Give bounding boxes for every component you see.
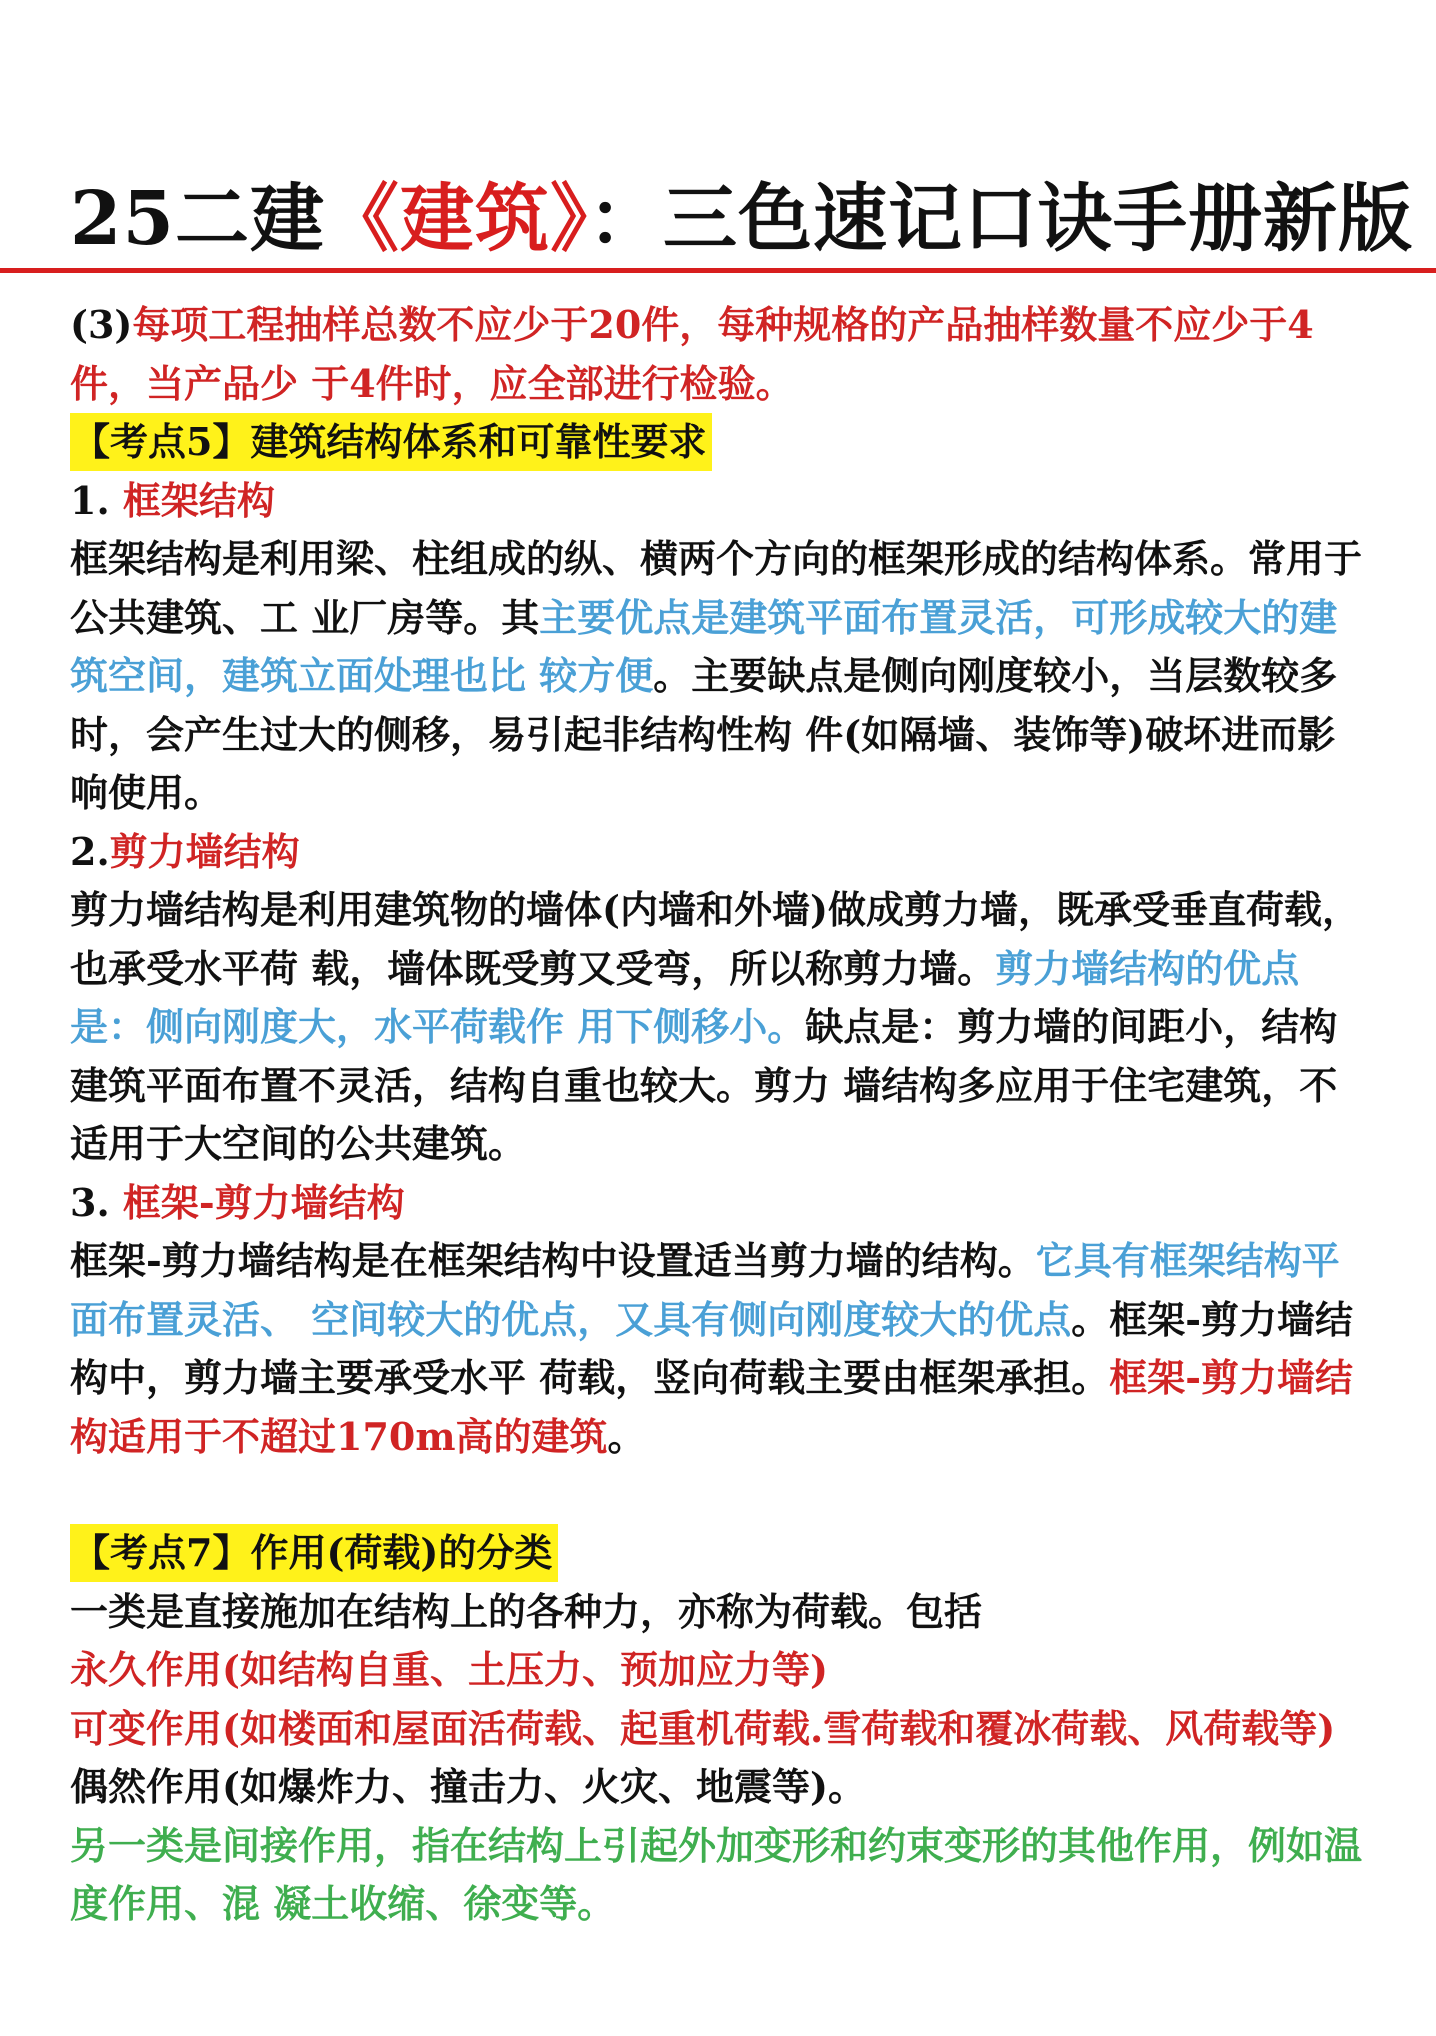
shear-text-3: 缺点是：剪力墙的间距小，结构建筑平面布置不灵活，结构自重也较大。剪力 墙结构多应用于住宅建筑，不适用于大空间的公共建筑。 — [70, 1004, 1338, 1166]
frame-shear-text-4: 框架-剪力墙结构适用于不超过170m高的建筑 — [70, 1355, 1354, 1459]
frame-text-3: 。主要缺点是侧向刚度较小，当层数较多时，会产生过大的侧移，易引起非结构性构 件(如隔墙、装饰等)破坏进而影响使用。 — [70, 653, 1338, 815]
frame-shear-number: 3. — [70, 1179, 123, 1225]
shear-text-2: 剪力墙结构的优点是：侧向刚度大，水平荷载作 用下侧移小。 — [70, 945, 1300, 1049]
section-spacer — [70, 1466, 1370, 1524]
title-suffix: ：三色速记口诀手册新版 — [587, 176, 1413, 262]
title-highlight: 《建筑》 — [324, 176, 588, 262]
frame-heading — [70, 472, 1370, 531]
frame-paragraph — [70, 530, 1370, 823]
shear-title: 剪力墙结构 — [109, 828, 300, 874]
intro-number: (3) — [70, 302, 133, 347]
title-divider — [0, 268, 1436, 273]
kp7-line-2: 永久作用(如结构自重、土压力、预加应力等) — [70, 1647, 828, 1692]
page-title — [70, 160, 1413, 266]
kp7-line-4: 偶然作用(如爆炸力、撞击力、火灾、地震等)。 — [70, 1764, 866, 1809]
frame-shear-text-5: 。 — [607, 1413, 646, 1459]
frame-shear-text-1: 框架-剪力墙结构是在框架结构中设置适当剪力墙的结构。 — [70, 1238, 1036, 1283]
kp7-heading — [70, 1524, 1370, 1583]
kp7-line-3: 可变作用(如楼面和屋面活荷载、起重机荷载.雪荷载和覆冰荷载、风荷载等) — [70, 1705, 1336, 1751]
frame-shear-heading — [70, 1174, 1370, 1233]
frame-text-2: 主要优点是建筑平面布置灵活，可形成较大的建筑空间，建筑立面处理也比 较方便 — [70, 594, 1338, 698]
kp5-tag: 【考点5】建筑结构体系和可靠性要求 — [70, 413, 712, 471]
shear-heading — [70, 823, 1370, 882]
kp7-line-5: 另一类是间接作用，指在结构上引起外加变形和约束变形的其他作用，例如温度作用、混 凝土收缩、徐变等。 — [70, 1822, 1363, 1926]
shear-paragraph — [70, 881, 1370, 1174]
frame-shear-title: 框架-剪力墙结构 — [122, 1179, 405, 1225]
shear-text-1: 剪力墙结构是利用建筑物的墙体(内墙和外墙)做成剪力墙，既承受垂直荷载，也承受水平荷 载，墙体既受剪又受弯，所以称剪力墙。 — [70, 887, 1360, 991]
intro-text: 每项工程抽样总数不应少于20件，每种规格的产品抽样数量不应少于4件，当产品少 于4件时，应全部进行检验。 — [70, 302, 1314, 406]
frame-shear-text-3: 。框架-剪力墙结构中，剪力墙主要承受水平 荷载，竖向荷载主要由框架承担。 — [70, 1296, 1354, 1400]
shear-number: 2. — [70, 828, 110, 874]
frame-number: 1. — [70, 477, 123, 523]
frame-shear-text-2: 它具有框架结构平面布置灵活、 空间较大的优点，又具有侧向刚度较大的优点 — [70, 1238, 1340, 1342]
title-prefix: 25二建 — [70, 176, 325, 262]
document-body — [70, 296, 1370, 1934]
kp7-tag: 【考点7】作用(荷载)的分类 — [70, 1524, 558, 1582]
frame-text-1: 框架结构是利用梁、柱组成的纵、横两个方向的框架形成的结构体系。常用于公共建筑、工 业厂房等。其 — [70, 536, 1363, 640]
frame-title: 框架结构 — [122, 477, 275, 523]
kp7-line-1: 一类是直接施加在结构上的各种力，亦称为荷载。包括 — [70, 1588, 983, 1634]
kp5-heading — [70, 413, 1370, 472]
intro-paragraph — [70, 296, 1370, 413]
frame-shear-paragraph — [70, 1232, 1370, 1466]
